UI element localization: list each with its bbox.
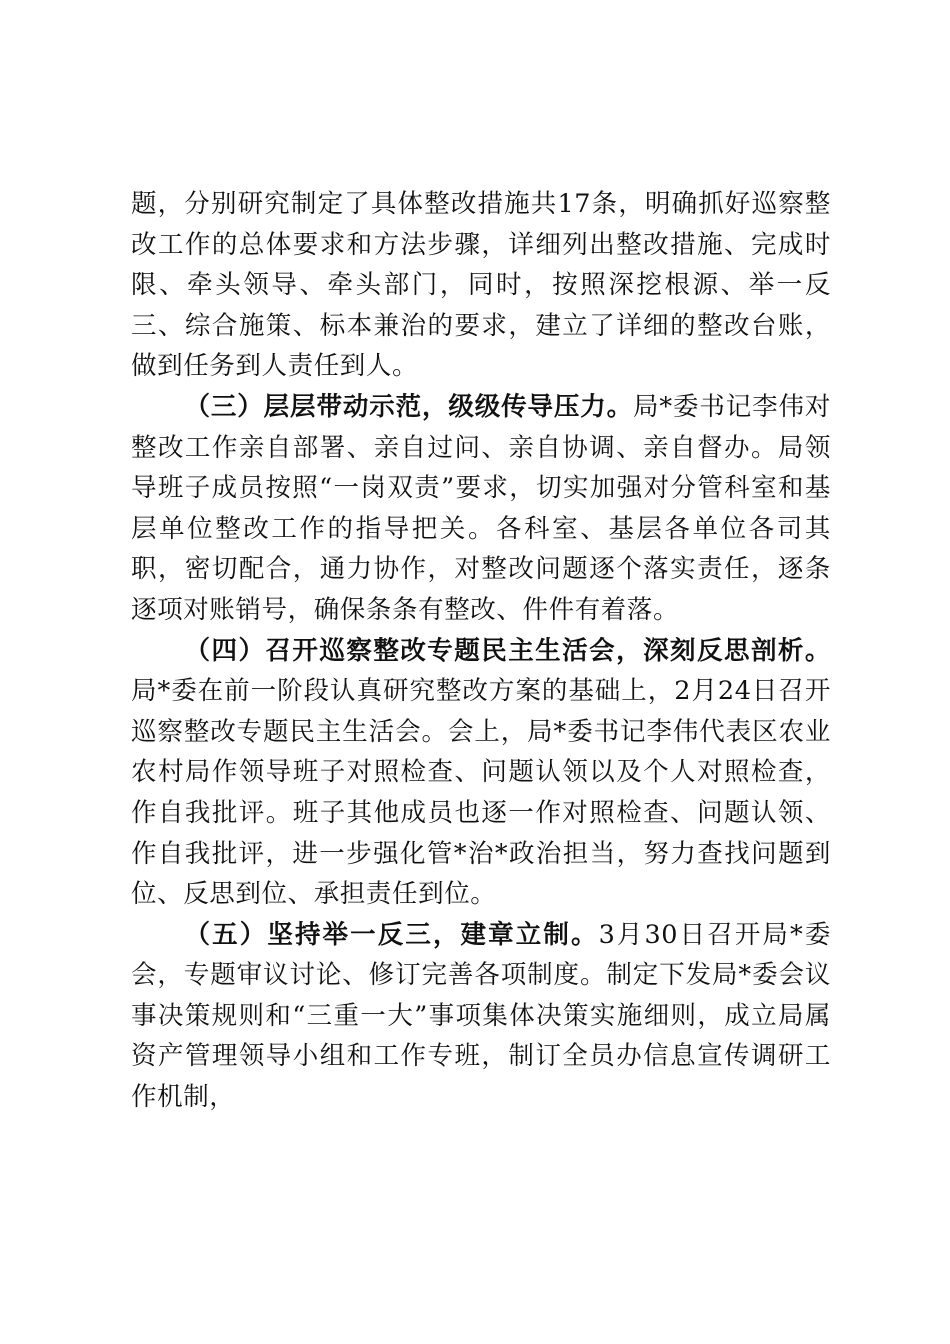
document-body <box>131 184 831 1118</box>
paragraph-continuation <box>131 184 831 387</box>
paragraph-body: 局*委书记李伟对整改工作亲自部署、亲自过问、亲自协调、亲自督办。局领导班子成员按照“一岗双责”要求，切实加强对分管科室和基层单位整改工作的指导把关。各科室、基层各单位各司其职，密切配合，通力协作，对整改问题逐个落实责任，逐条逐项对账销号，确保条条有整改、件件有着落。 <box>131 391 832 625</box>
paragraph-body: 题，分别研究制定了具体整改措施共17条，明确抓好巡察整改工作的总体要求和方法步骤，详细列出整改措施、完成时限、牵头领导、牵头部门，同时，按照深挖根源、举一反三、综合施策、标本兼治的要求，建立了详细的整改台账，做到任务到人责任到人。 <box>131 189 831 382</box>
paragraph-body: 3月30日召开局*委会，专题审议讨论、修订完善各项制度。制定下发局*委会议事决策规则和“三重一大”事项集体决策实施细则，成立局属资产管理领导小组和工作专班，制订全员办信息宣传调研工作机制， <box>131 919 831 1113</box>
section-heading: （三）层层带动示范，级级传导压力。 <box>184 391 633 422</box>
section-heading: （四）召开巡察整改专题民主生活会，深刻反思剖析。 <box>184 635 831 666</box>
paragraph-section-3 <box>131 387 831 631</box>
paragraph-section-5 <box>131 915 831 1118</box>
section-heading: （五）坚持举一反三，建章立制。 <box>184 919 599 950</box>
paragraph-body: 局*委在前一阶段认真研究整改方案的基础上，2月24日召开巡察整改专题民主生活会。会上，局*委书记李伟代表区农业农村局作领导班子对照检查、问题认领以及个人对照检查，作自我批评。班子其他成员也逐一作对照检查、问题认领、作自我批评，进一步强化管*治*政治担当，努力查找问题到位、反思到位、承担责任到位。 <box>131 676 831 910</box>
paragraph-section-4 <box>131 631 831 915</box>
